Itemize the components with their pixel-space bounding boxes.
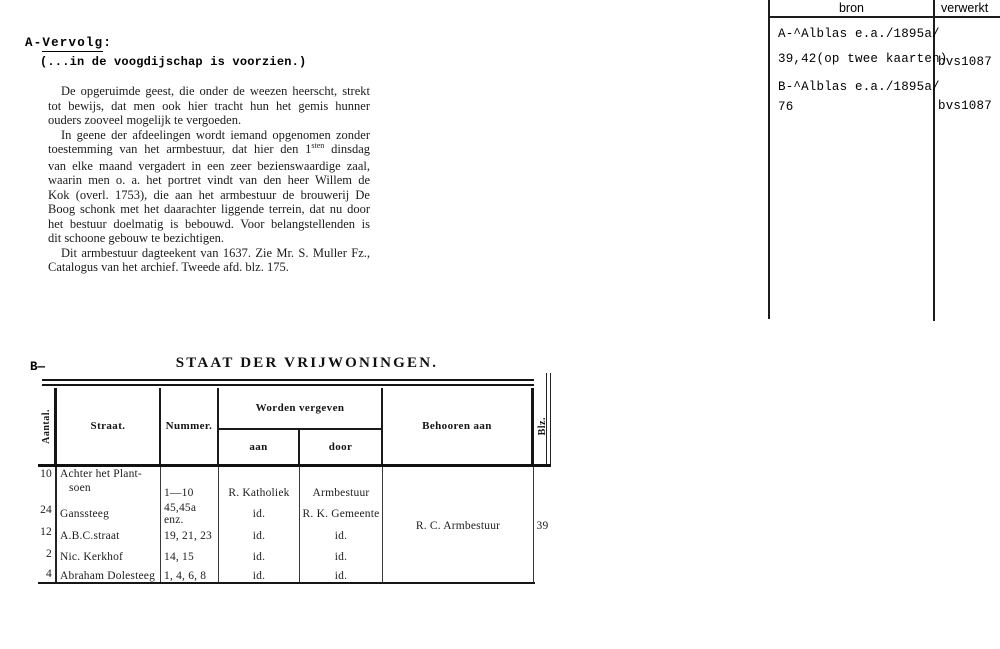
col-header-behooren-label: Behooren aan <box>422 420 492 432</box>
column-behooren-aan <box>383 467 534 584</box>
column-straat <box>57 467 161 584</box>
table-header <box>38 388 551 467</box>
superscript-sten: sten <box>311 140 325 150</box>
cell-aan: id. <box>252 551 266 563</box>
cell-aan: R. Katholiek <box>228 487 290 499</box>
cell-nummer: 1, 4, 6, 8 <box>164 569 207 582</box>
section-a-subtitle: (...in de voogdijschap is voorzien.) <box>40 55 307 69</box>
print-line: tot bewijs, dat men ook hier tracht hun het gemis hunner <box>48 98 370 113</box>
cell-door: id. <box>334 551 348 563</box>
section-a-prefix: A- <box>25 36 43 50</box>
source-entry-b-line2: 76 <box>778 100 794 114</box>
section-a-word-underlined: Vervolg <box>42 36 104 50</box>
column-blz <box>534 467 551 584</box>
print-line: ouders zooveel mogelijk te vergoeden. <box>48 113 242 127</box>
cell-straat: Nic. Kerkhof <box>60 551 124 563</box>
cell-straat: Ganssteeg <box>60 508 110 520</box>
print-line: Catalogus van het archief. Tweede afd. blz. 175. <box>48 260 289 274</box>
section-b-heading: B— <box>30 360 46 374</box>
table-title: STAAT DER VRIJWONINGEN. <box>175 355 439 371</box>
bron-column-header: bron <box>838 1 865 15</box>
cell-nummer: 45,45a enz. <box>164 502 197 526</box>
column-aan <box>219 467 300 584</box>
table-bottom-rule <box>38 582 535 584</box>
cell-aantal: 4 <box>46 568 52 580</box>
col-header-worden-label: Worden vergeven <box>255 402 345 414</box>
col-header-door <box>300 430 381 464</box>
table-body <box>38 467 551 584</box>
print-line-part: dinsdag <box>324 142 370 156</box>
column-door <box>300 467 383 584</box>
col-header-aan <box>219 430 300 464</box>
section-a-colon: : <box>103 36 113 50</box>
cell-aantal: 24 <box>40 504 52 516</box>
source-box-divider <box>933 0 935 321</box>
cell-straat <box>57 467 160 503</box>
print-line: dit schoone gebouw te bezichtigen. <box>48 231 224 245</box>
print-line: In geene der afdeelingen wordt iemand opgenomen zonder <box>61 127 370 142</box>
source-entry-b-verwerkt: bvs1087 <box>938 99 992 113</box>
scanned-paragraphs <box>48 84 370 275</box>
cell-aan: id. <box>252 508 266 520</box>
cell-straat: A.B.C.straat <box>60 530 120 542</box>
cell-behooren-aan: R. C. Armbestuur <box>415 519 501 532</box>
column-aantal <box>38 467 57 584</box>
source-entry-a-line1: A-^Alblas e.a./1895a/ <box>778 27 940 41</box>
source-entry-a-line2: 39,42(op twee kaarten) <box>778 52 948 66</box>
print-line: De opgeruimde geest, die onder de weezen heerscht, strekt <box>61 84 370 98</box>
source-box-header-rule <box>768 16 1000 18</box>
source-entry-a-verwerkt: bvs1087 <box>938 55 992 69</box>
col-group-worden-vergeven <box>219 388 383 464</box>
col-header-aan-label: aan <box>249 441 268 453</box>
col-header-door-label: door <box>328 441 353 453</box>
cell-door: R. K. Gemeente <box>302 508 380 520</box>
cell-blz: 39 <box>536 519 549 532</box>
print-line-part: toestemming van het armbestuur, dat hier den 1 <box>48 142 312 156</box>
cell-aantal: 2 <box>46 548 52 560</box>
section-a-heading <box>25 36 112 50</box>
cell-nummer: 14, 15 <box>164 551 194 563</box>
print-line: het bestuur doelmatig is bebouwd. Voor belangstellenden is <box>48 216 370 231</box>
col-header-worden-vergeven <box>219 388 381 430</box>
verwerkt-column-header: verwerkt <box>941 1 989 15</box>
title-double-rule <box>42 379 534 386</box>
street-line1: Achter het Plant- <box>60 468 142 480</box>
print-line: Boog schonk met het daarachter liggende terrein, dat nu door <box>48 202 370 216</box>
cell-door: id. <box>334 530 348 542</box>
column-nummer <box>161 467 219 584</box>
col-header-aantal <box>38 388 57 464</box>
col-header-behooren-aan <box>383 388 534 464</box>
cell-aan: id. <box>252 530 266 542</box>
worden-subcolumns <box>219 430 381 464</box>
col-header-blz <box>534 388 551 464</box>
cell-aantal: 10 <box>40 468 52 480</box>
source-box-left-border <box>768 0 770 319</box>
print-line <box>48 142 370 157</box>
cell-nummer: 19, 21, 23 <box>164 530 212 542</box>
cell-aan: id. <box>252 569 266 582</box>
col-header-blz-label: Blz. <box>537 416 548 436</box>
col-header-straat-label: Straat. <box>90 420 126 432</box>
cell-nummer: 1—10 <box>164 487 194 499</box>
col-header-straat <box>57 388 161 464</box>
cell-aantal: 12 <box>40 526 52 538</box>
cell-door: id. <box>334 569 348 582</box>
col-header-nummer <box>161 388 219 464</box>
street-line2: soen <box>69 481 91 494</box>
source-entry-b-line1: B-^Alblas e.a./1895a/ <box>778 80 940 94</box>
col-header-aantal-label: Aantal. <box>40 408 52 444</box>
cell-door: Armbestuur <box>312 487 370 499</box>
cell-straat: Abraham Dolesteeg <box>60 569 156 582</box>
col-header-nummer-label: Nummer. <box>165 420 213 432</box>
print-line: Dit armbestuur dagteekent van 1637. Zie Mr. S. Muller Fz., <box>61 245 370 260</box>
print-line: Kok (overl. 1753), die aan het armbestuur de brouwerij De <box>48 187 370 202</box>
print-line: waarin men o. a. het portret vindt van den heer Willem de <box>48 173 370 187</box>
print-line: van elke maand vergadert in een zeer bezienswaardige zaal, <box>48 158 370 173</box>
